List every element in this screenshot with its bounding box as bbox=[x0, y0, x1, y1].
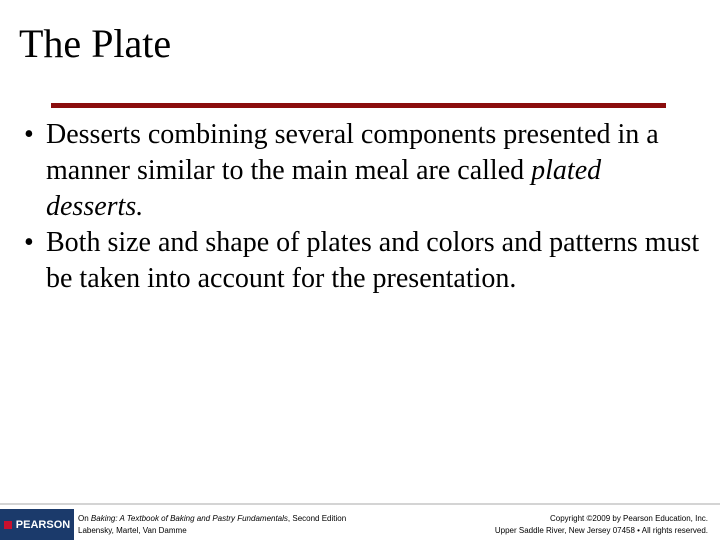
copyright-line-1: Copyright ©2009 by Pearson Education, Inc. bbox=[550, 514, 708, 523]
bullet-marker: • bbox=[24, 119, 34, 150]
book-edition: , Second Edition bbox=[287, 514, 347, 523]
bullet-suffix: . bbox=[136, 191, 144, 222]
copyright-line-2: Upper Saddle River, New Jersey 07458 • All rights reserved. bbox=[494, 526, 708, 535]
bullet-emphasis: plated desserts bbox=[46, 155, 602, 222]
book-title: Baking: A Textbook of Baking and Pastry Fundamentals bbox=[90, 514, 288, 523]
logo-text: PEARSON bbox=[15, 518, 71, 531]
bullet-item bbox=[24, 117, 704, 225]
book-title-line bbox=[78, 513, 346, 525]
copyright-notice bbox=[495, 513, 708, 537]
slide-title: The Plate bbox=[19, 21, 172, 66]
bullet-item bbox=[24, 225, 704, 297]
bullet-text: Desserts combining several components presented in a manner similar to the main meal are called bbox=[46, 119, 659, 186]
bullet-list bbox=[24, 117, 704, 297]
book-prefix: On bbox=[78, 514, 91, 523]
publisher-logo bbox=[0, 509, 74, 540]
book-citation bbox=[78, 513, 346, 537]
bullet-text: Both size and shape of plates and colors and patterns must be taken into account for the presentation. bbox=[46, 227, 700, 294]
footer-divider bbox=[0, 503, 720, 505]
title-divider bbox=[51, 103, 666, 108]
book-authors: Labensky, Martel, Van Damme bbox=[78, 526, 187, 535]
bullet-marker: • bbox=[24, 227, 34, 258]
logo-mark-icon bbox=[4, 521, 12, 529]
